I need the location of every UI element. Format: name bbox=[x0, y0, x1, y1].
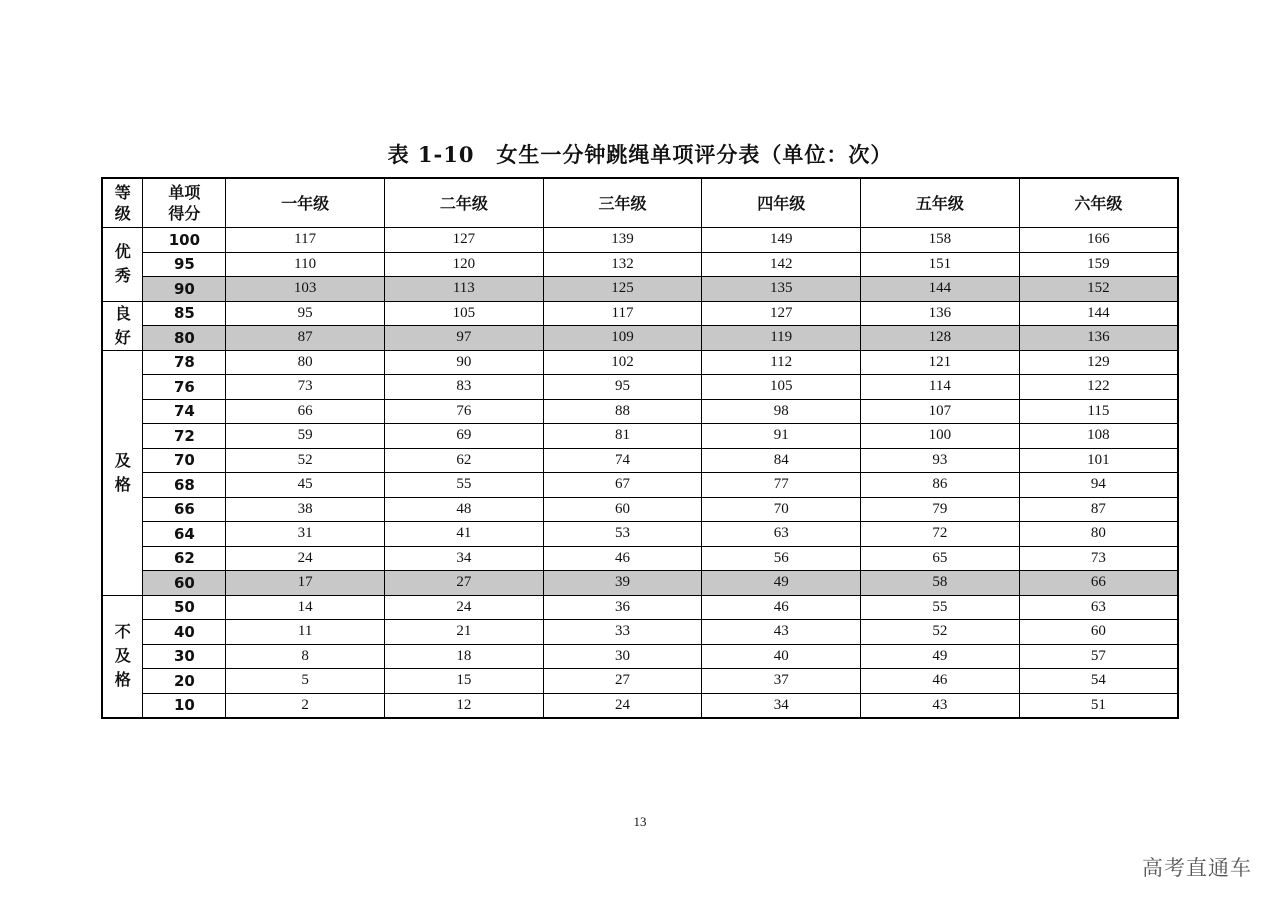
value-cell-grade-6: 66 bbox=[1019, 571, 1178, 596]
value-cell-grade-2: 15 bbox=[385, 669, 544, 694]
table-row bbox=[102, 522, 1178, 547]
level-char: 格 bbox=[114, 670, 131, 690]
table-row bbox=[102, 497, 1178, 522]
value-cell-grade-5: 121 bbox=[861, 350, 1020, 375]
score-cell: 66 bbox=[143, 497, 226, 522]
score-cell: 50 bbox=[143, 595, 226, 620]
value-cell-grade-2: 76 bbox=[385, 399, 544, 424]
table-row bbox=[102, 644, 1178, 669]
value-cell-grade-5: 158 bbox=[861, 228, 1020, 253]
score-cell: 95 bbox=[143, 252, 226, 277]
header-level-char: 等 bbox=[114, 183, 131, 202]
value-cell-grade-5: 43 bbox=[861, 693, 1020, 718]
table-row bbox=[102, 546, 1178, 571]
value-cell-grade-1: 66 bbox=[226, 399, 385, 424]
value-cell-grade-2: 41 bbox=[385, 522, 544, 547]
value-cell-grade-4: 98 bbox=[702, 399, 861, 424]
value-cell-grade-5: 107 bbox=[861, 399, 1020, 424]
value-cell-grade-4: 84 bbox=[702, 448, 861, 473]
value-cell-grade-3: 67 bbox=[543, 473, 702, 498]
value-cell-grade-3: 109 bbox=[543, 326, 702, 351]
score-cell: 72 bbox=[143, 424, 226, 449]
value-cell-grade-4: 46 bbox=[702, 595, 861, 620]
table-row bbox=[102, 350, 1178, 375]
value-cell-grade-4: 56 bbox=[702, 546, 861, 571]
value-cell-grade-2: 12 bbox=[385, 693, 544, 718]
value-cell-grade-5: 100 bbox=[861, 424, 1020, 449]
value-cell-grade-6: 54 bbox=[1019, 669, 1178, 694]
header-grade-1: 一年级 bbox=[226, 178, 385, 228]
value-cell-grade-6: 87 bbox=[1019, 497, 1178, 522]
value-cell-grade-1: 14 bbox=[226, 595, 385, 620]
table-row bbox=[102, 252, 1178, 277]
value-cell-grade-6: 60 bbox=[1019, 620, 1178, 645]
header-score bbox=[143, 178, 226, 228]
header-score-part: 得分 bbox=[168, 204, 201, 223]
value-cell-grade-4: 91 bbox=[702, 424, 861, 449]
value-cell-grade-1: 17 bbox=[226, 571, 385, 596]
table-row bbox=[102, 473, 1178, 498]
header-level bbox=[102, 178, 143, 228]
value-cell-grade-3: 36 bbox=[543, 595, 702, 620]
table-row bbox=[102, 448, 1178, 473]
table-row bbox=[102, 375, 1178, 400]
value-cell-grade-5: 49 bbox=[861, 644, 1020, 669]
value-cell-grade-6: 80 bbox=[1019, 522, 1178, 547]
level-cell bbox=[102, 301, 143, 350]
value-cell-grade-3: 74 bbox=[543, 448, 702, 473]
value-cell-grade-2: 18 bbox=[385, 644, 544, 669]
value-cell-grade-4: 34 bbox=[702, 693, 861, 718]
value-cell-grade-4: 149 bbox=[702, 228, 861, 253]
value-cell-grade-6: 136 bbox=[1019, 326, 1178, 351]
value-cell-grade-2: 127 bbox=[385, 228, 544, 253]
value-cell-grade-4: 37 bbox=[702, 669, 861, 694]
header-row bbox=[102, 178, 1178, 228]
table-row bbox=[102, 399, 1178, 424]
value-cell-grade-3: 88 bbox=[543, 399, 702, 424]
score-cell: 78 bbox=[143, 350, 226, 375]
table-row bbox=[102, 595, 1178, 620]
value-cell-grade-1: 24 bbox=[226, 546, 385, 571]
value-cell-grade-2: 21 bbox=[385, 620, 544, 645]
score-cell: 30 bbox=[143, 644, 226, 669]
value-cell-grade-4: 119 bbox=[702, 326, 861, 351]
value-cell-grade-1: 38 bbox=[226, 497, 385, 522]
value-cell-grade-5: 79 bbox=[861, 497, 1020, 522]
value-cell-grade-6: 166 bbox=[1019, 228, 1178, 253]
value-cell-grade-5: 55 bbox=[861, 595, 1020, 620]
value-cell-grade-4: 112 bbox=[702, 350, 861, 375]
level-char: 优 bbox=[114, 242, 131, 262]
value-cell-grade-2: 120 bbox=[385, 252, 544, 277]
value-cell-grade-3: 117 bbox=[543, 301, 702, 326]
value-cell-grade-6: 94 bbox=[1019, 473, 1178, 498]
table-row bbox=[102, 693, 1178, 718]
value-cell-grade-6: 129 bbox=[1019, 350, 1178, 375]
header-grade-2: 二年级 bbox=[385, 178, 544, 228]
value-cell-grade-5: 93 bbox=[861, 448, 1020, 473]
value-cell-grade-2: 90 bbox=[385, 350, 544, 375]
table-row bbox=[102, 228, 1178, 253]
value-cell-grade-3: 30 bbox=[543, 644, 702, 669]
score-cell: 60 bbox=[143, 571, 226, 596]
value-cell-grade-5: 52 bbox=[861, 620, 1020, 645]
table-row bbox=[102, 620, 1178, 645]
value-cell-grade-3: 53 bbox=[543, 522, 702, 547]
value-cell-grade-1: 80 bbox=[226, 350, 385, 375]
value-cell-grade-3: 125 bbox=[543, 277, 702, 302]
value-cell-grade-6: 152 bbox=[1019, 277, 1178, 302]
value-cell-grade-1: 2 bbox=[226, 693, 385, 718]
header-grade-4: 四年级 bbox=[702, 178, 861, 228]
value-cell-grade-2: 69 bbox=[385, 424, 544, 449]
level-char: 格 bbox=[114, 474, 131, 494]
score-cell: 100 bbox=[143, 228, 226, 253]
value-cell-grade-1: 8 bbox=[226, 644, 385, 669]
header-grade-5: 五年级 bbox=[861, 178, 1020, 228]
value-cell-grade-5: 65 bbox=[861, 546, 1020, 571]
table-row bbox=[102, 669, 1178, 694]
value-cell-grade-3: 81 bbox=[543, 424, 702, 449]
value-cell-grade-3: 24 bbox=[543, 693, 702, 718]
value-cell-grade-2: 48 bbox=[385, 497, 544, 522]
score-cell: 20 bbox=[143, 669, 226, 694]
value-cell-grade-6: 144 bbox=[1019, 301, 1178, 326]
value-cell-grade-5: 72 bbox=[861, 522, 1020, 547]
header-grade-6: 六年级 bbox=[1019, 178, 1178, 228]
score-cell: 70 bbox=[143, 448, 226, 473]
value-cell-grade-4: 40 bbox=[702, 644, 861, 669]
score-table bbox=[101, 177, 1179, 719]
value-cell-grade-6: 51 bbox=[1019, 693, 1178, 718]
value-cell-grade-2: 105 bbox=[385, 301, 544, 326]
score-cell: 85 bbox=[143, 301, 226, 326]
value-cell-grade-5: 128 bbox=[861, 326, 1020, 351]
value-cell-grade-2: 55 bbox=[385, 473, 544, 498]
value-cell-grade-2: 113 bbox=[385, 277, 544, 302]
level-char: 秀 bbox=[114, 266, 131, 286]
value-cell-grade-6: 73 bbox=[1019, 546, 1178, 571]
table-row bbox=[102, 571, 1178, 596]
value-cell-grade-6: 108 bbox=[1019, 424, 1178, 449]
value-cell-grade-5: 86 bbox=[861, 473, 1020, 498]
value-cell-grade-3: 102 bbox=[543, 350, 702, 375]
level-char: 及 bbox=[114, 646, 131, 666]
table-row bbox=[102, 301, 1178, 326]
value-cell-grade-3: 33 bbox=[543, 620, 702, 645]
score-cell: 68 bbox=[143, 473, 226, 498]
level-char: 及 bbox=[114, 450, 131, 470]
value-cell-grade-1: 87 bbox=[226, 326, 385, 351]
score-cell: 10 bbox=[143, 693, 226, 718]
value-cell-grade-6: 122 bbox=[1019, 375, 1178, 400]
table-row bbox=[102, 326, 1178, 351]
score-cell: 62 bbox=[143, 546, 226, 571]
value-cell-grade-1: 95 bbox=[226, 301, 385, 326]
value-cell-grade-5: 46 bbox=[861, 669, 1020, 694]
value-cell-grade-6: 63 bbox=[1019, 595, 1178, 620]
value-cell-grade-4: 63 bbox=[702, 522, 861, 547]
value-cell-grade-4: 127 bbox=[702, 301, 861, 326]
value-cell-grade-1: 59 bbox=[226, 424, 385, 449]
table-row bbox=[102, 424, 1178, 449]
value-cell-grade-6: 57 bbox=[1019, 644, 1178, 669]
value-cell-grade-5: 144 bbox=[861, 277, 1020, 302]
value-cell-grade-3: 39 bbox=[543, 571, 702, 596]
value-cell-grade-4: 77 bbox=[702, 473, 861, 498]
value-cell-grade-4: 142 bbox=[702, 252, 861, 277]
value-cell-grade-2: 24 bbox=[385, 595, 544, 620]
page-number: 13 bbox=[633, 814, 647, 829]
value-cell-grade-5: 136 bbox=[861, 301, 1020, 326]
table-row bbox=[102, 277, 1178, 302]
score-cell: 40 bbox=[143, 620, 226, 645]
value-cell-grade-2: 97 bbox=[385, 326, 544, 351]
value-cell-grade-4: 43 bbox=[702, 620, 861, 645]
level-cell bbox=[102, 350, 143, 595]
value-cell-grade-1: 31 bbox=[226, 522, 385, 547]
value-cell-grade-6: 101 bbox=[1019, 448, 1178, 473]
level-char: 不 bbox=[114, 622, 131, 642]
value-cell-grade-3: 95 bbox=[543, 375, 702, 400]
value-cell-grade-1: 103 bbox=[226, 277, 385, 302]
score-cell: 74 bbox=[143, 399, 226, 424]
value-cell-grade-6: 115 bbox=[1019, 399, 1178, 424]
value-cell-grade-4: 70 bbox=[702, 497, 861, 522]
value-cell-grade-3: 46 bbox=[543, 546, 702, 571]
value-cell-grade-2: 62 bbox=[385, 448, 544, 473]
value-cell-grade-1: 52 bbox=[226, 448, 385, 473]
level-char: 好 bbox=[114, 327, 131, 347]
score-table-body bbox=[102, 228, 1178, 719]
table-title: 表 1-10 女生一分钟跳绳单项评分表（单位：次） bbox=[387, 142, 893, 167]
value-cell-grade-4: 49 bbox=[702, 571, 861, 596]
score-cell: 76 bbox=[143, 375, 226, 400]
value-cell-grade-3: 139 bbox=[543, 228, 702, 253]
value-cell-grade-2: 27 bbox=[385, 571, 544, 596]
value-cell-grade-2: 34 bbox=[385, 546, 544, 571]
score-cell: 80 bbox=[143, 326, 226, 351]
value-cell-grade-1: 73 bbox=[226, 375, 385, 400]
value-cell-grade-6: 159 bbox=[1019, 252, 1178, 277]
value-cell-grade-1: 110 bbox=[226, 252, 385, 277]
header-level-char: 级 bbox=[114, 204, 131, 223]
value-cell-grade-1: 11 bbox=[226, 620, 385, 645]
value-cell-grade-5: 58 bbox=[861, 571, 1020, 596]
value-cell-grade-3: 27 bbox=[543, 669, 702, 694]
score-cell: 64 bbox=[143, 522, 226, 547]
value-cell-grade-1: 117 bbox=[226, 228, 385, 253]
score-cell: 90 bbox=[143, 277, 226, 302]
level-char: 良 bbox=[114, 303, 131, 323]
header-grade-3: 三年级 bbox=[543, 178, 702, 228]
value-cell-grade-1: 5 bbox=[226, 669, 385, 694]
level-cell bbox=[102, 595, 143, 718]
value-cell-grade-5: 151 bbox=[861, 252, 1020, 277]
level-cell bbox=[102, 228, 143, 302]
header-score-part: 单项 bbox=[168, 183, 201, 202]
value-cell-grade-1: 45 bbox=[226, 473, 385, 498]
value-cell-grade-4: 135 bbox=[702, 277, 861, 302]
value-cell-grade-2: 83 bbox=[385, 375, 544, 400]
value-cell-grade-3: 132 bbox=[543, 252, 702, 277]
watermark-text: 高考直通车 bbox=[1142, 856, 1252, 880]
value-cell-grade-3: 60 bbox=[543, 497, 702, 522]
value-cell-grade-5: 114 bbox=[861, 375, 1020, 400]
value-cell-grade-4: 105 bbox=[702, 375, 861, 400]
